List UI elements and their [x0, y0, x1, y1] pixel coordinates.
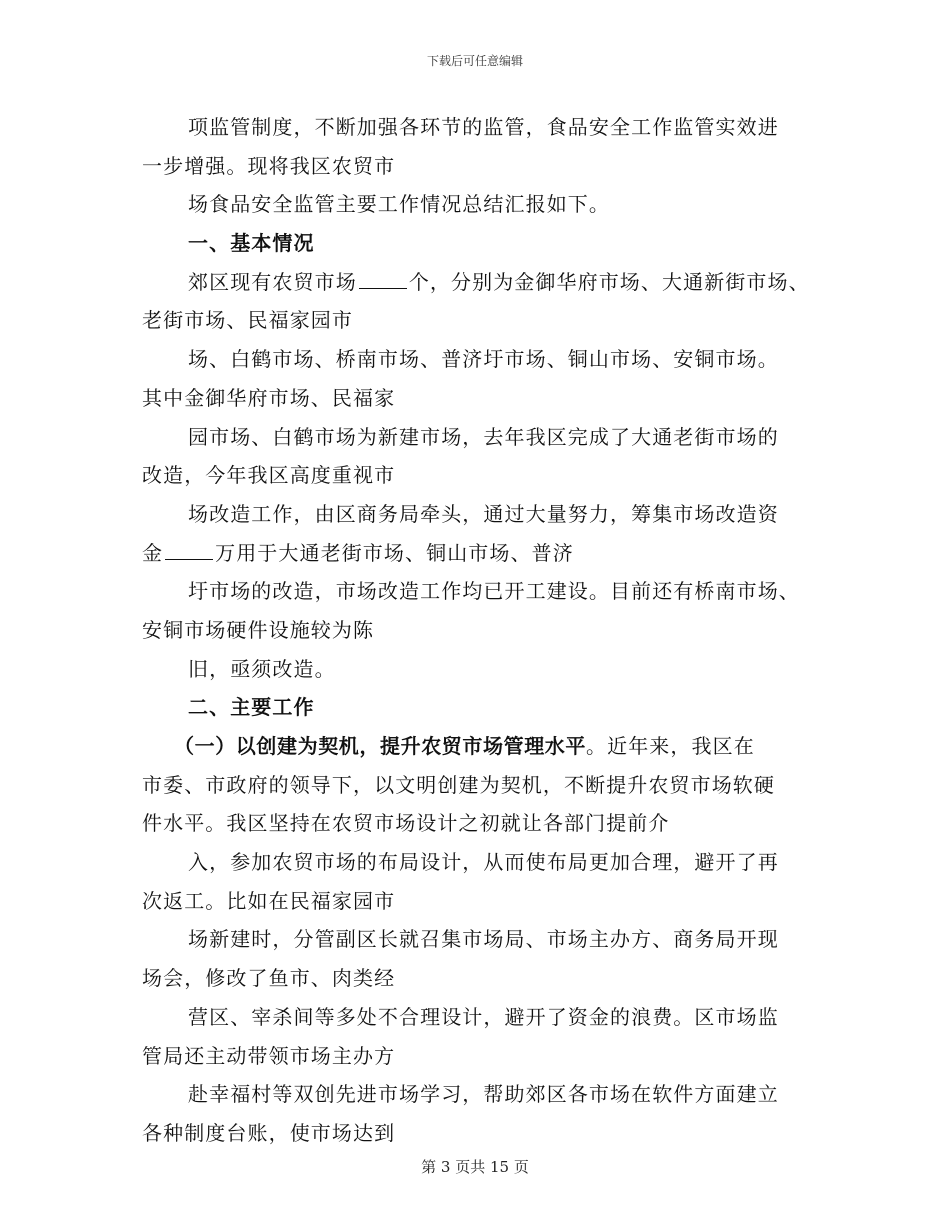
section-heading-main-work: 二、主要工作 — [188, 695, 315, 720]
paragraph-line: 安铜市场硬件设施较为陈 — [142, 617, 375, 642]
paragraph-line: 营区、宰杀间等多处不合理设计，避开了资金的浪费。区市场监 — [188, 1004, 779, 1029]
paragraph-line: 一步增强。现将我区农贸市 — [142, 153, 396, 178]
paragraph-line: 老街市场、民福家园市 — [142, 308, 353, 333]
text-segment: 郊区现有农贸市场 — [188, 269, 357, 294]
fill-in-blank — [165, 541, 213, 560]
paragraph-line: 件水平。我区坚持在农贸市场设计之初就让各部门提前介 — [142, 811, 670, 836]
section-heading-basic-situation: 一、基本情况 — [188, 231, 315, 256]
paragraph-line: 市委、市政府的领导下，以文明创建为契机，不断提升农贸市场软硬 — [142, 772, 775, 797]
page-number-footer: 第 3 页共 15 页 — [421, 1158, 529, 1176]
paragraph-line — [142, 727, 832, 766]
paragraph-line: 管局还主动带领市场主办方 — [142, 1043, 396, 1068]
subsection-heading: （一）以创建为契机，提升农贸市场管理水平 — [174, 734, 586, 758]
paragraph-line: 场食品安全监管主要工作情况总结汇报如下。 — [188, 192, 610, 217]
paragraph-line: 项监管制度，不断加强各环节的监管，食品安全工作监管实效进 — [188, 115, 779, 139]
fill-in-blank — [359, 270, 407, 289]
paragraph-line: 园市场、白鹤市场为新建市场，去年我区完成了大通老街市场的 — [188, 424, 779, 449]
paragraph-line: 旧，亟须改造。 — [188, 656, 336, 681]
paragraph-line: 其中金御华府市场、民福家 — [142, 385, 396, 410]
paragraph-line: 各种制度台账，使市场达到 — [142, 1120, 396, 1145]
paragraph-line: 场会，修改了鱼市、肉类经 — [142, 966, 396, 991]
paragraph-line — [142, 263, 832, 302]
text-segment: 万用于大通老街市场、铜山市场、普济 — [215, 540, 574, 565]
paragraph-line: 改造，今年我区高度重视市 — [142, 463, 396, 488]
paragraph-line: 场改造工作，由区商务局牵头，通过大量努力，筹集市场改造资 — [188, 501, 779, 526]
paragraph-line: 场、白鹤市场、桥南市场、普济圩市场、铜山市场、安铜市场。 — [188, 347, 779, 372]
paragraph-line: 赴幸福村等双创先进市场学习，帮助郊区各市场在软件方面建立 — [188, 1082, 779, 1107]
paragraph-line: 场新建时，分管副区长就召集市场局、市场主办方、商务局开现 — [188, 927, 779, 952]
text-segment: 金 — [142, 540, 164, 565]
page-header-watermark: 下载后可任意编辑 — [426, 54, 523, 68]
text-segment: 个，分别为金御华府市场、大通新街市场、 — [408, 269, 810, 294]
paragraph-line — [142, 534, 832, 573]
paragraph-line: 入，参加农贸市场的布局设计，从而使布局更加合理，避开了再 — [188, 850, 779, 875]
paragraph-line: 次返工。比如在民福家园市 — [142, 888, 396, 913]
paragraph-line: 圩市场的改造，市场改造工作均已开工建设。目前还有桥南市场、 — [188, 579, 800, 604]
text-segment: 。近年来，我区在 — [586, 734, 755, 758]
document-body — [142, 108, 832, 1153]
